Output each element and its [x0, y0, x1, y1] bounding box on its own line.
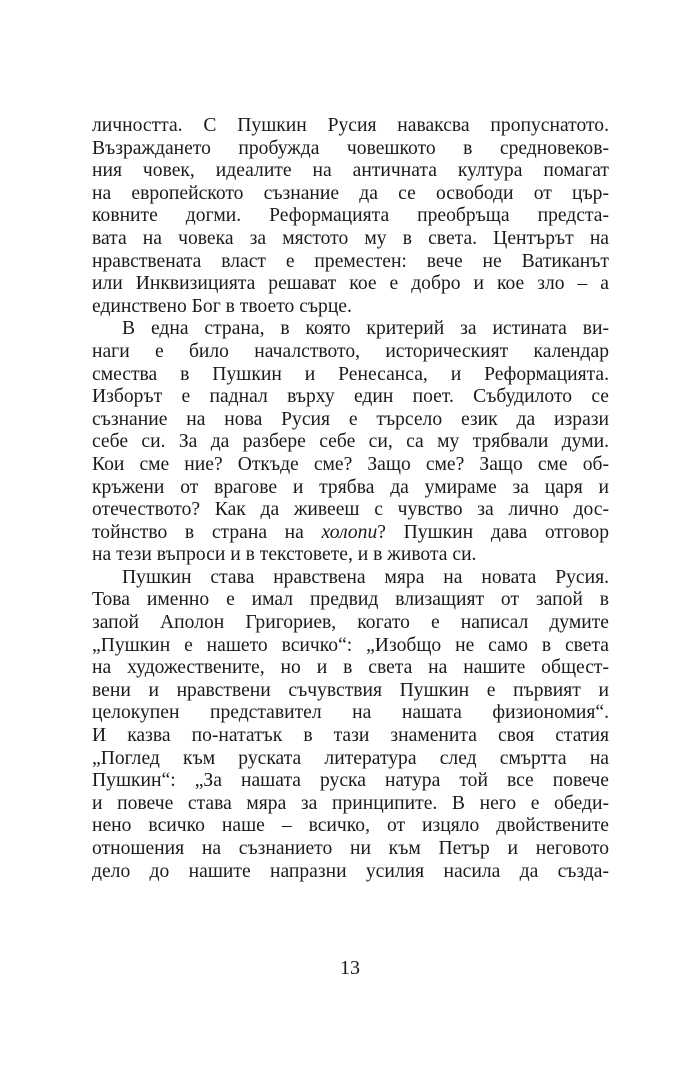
text-line: В една страна, в която критерий за истината ви- [122, 318, 609, 340]
text-line: личността. С Пушкин Русия наваксва пропуснатото. [92, 115, 609, 136]
text-line: отношения на съзнанието ни към Петър и неговото [92, 838, 609, 859]
text-line: нено всичко наше – всичко, от изцяло двойствените [92, 815, 609, 837]
text-line: наги е било началството, историческият календар [92, 340, 609, 362]
text-line: отечеството? Как да живееш с чувство за лично дос- [92, 499, 609, 521]
text-line: ковните догми. Реформацията преобръща предста- [92, 205, 609, 227]
text-line: Пушкин става нравствена мяра на новата Русия. [122, 566, 609, 588]
emphasis: холопи [321, 521, 378, 543]
text-line: единствено Бог в твоето сърце. [92, 295, 352, 317]
text-line: съзнание на нова Русия е търсело език да изрази [92, 408, 609, 430]
text-line: нравствената власт е преместен: вече не Ватиканът [92, 250, 609, 272]
text-line: дело до нашите напразни усилия насила да създа- [92, 860, 609, 882]
text-line: тойнство в страна на холопи? Пушкин дава отговор [92, 521, 609, 543]
text-line: Кои сме ние? Откъде сме? Защо сме? Защо сме об- [92, 453, 609, 475]
text-line: смества в Пушкин и Ренесанса, и Реформацията. [92, 363, 609, 385]
text-line: или Инквизицията решават кое е добро и кое зло – а [92, 273, 609, 295]
text-line: „Пушкин е нашето всичко“: „Изобщо не само в света [92, 634, 609, 656]
text-line: на европейското съзнание да се освободи от цър- [92, 182, 609, 204]
text-line: себе си. За да разбере себе си, са му трябвали думи. [92, 431, 609, 453]
text-line: и повече става мяра за принципите. В него е обеди- [92, 792, 609, 814]
body-text [92, 115, 609, 883]
text-line: вата на човека за мястото му в света. Центърът на [92, 227, 609, 249]
text-line: Изборът е паднал върху един поет. Събудилото се [92, 386, 609, 408]
text-line: целокупен представител на нашата физиономия“. [92, 702, 609, 724]
text-line: запой Аполон Григориев, когато е написал думите [92, 612, 609, 634]
text-line: кръжени от врагове и трябва да умираме за царя и [92, 476, 609, 498]
text-line: вени и нравствени съчувствия Пушкин е първият и [92, 679, 609, 701]
text-line: Пушкин“: „За нашата руска натура той все повече [92, 770, 609, 792]
text-line: Това именно е имал предвид влизащият от запой в [92, 589, 609, 611]
text-line: Възраждането пробужда човешкото в средновеков- [92, 137, 609, 159]
text-line: ния човек, идеалите на античната култура помагат [92, 160, 609, 182]
text-line: на тези въпроси и в текстовете, и в живота си. [92, 544, 477, 566]
text-line: „Поглед към руската литература след смъртта на [92, 747, 609, 769]
page-number: 13 [340, 957, 360, 979]
text-line: И казва по-нататък в тази знаменита своя статия [92, 725, 609, 747]
text-line: на художествените, но и в света на нашите общест- [92, 657, 609, 679]
